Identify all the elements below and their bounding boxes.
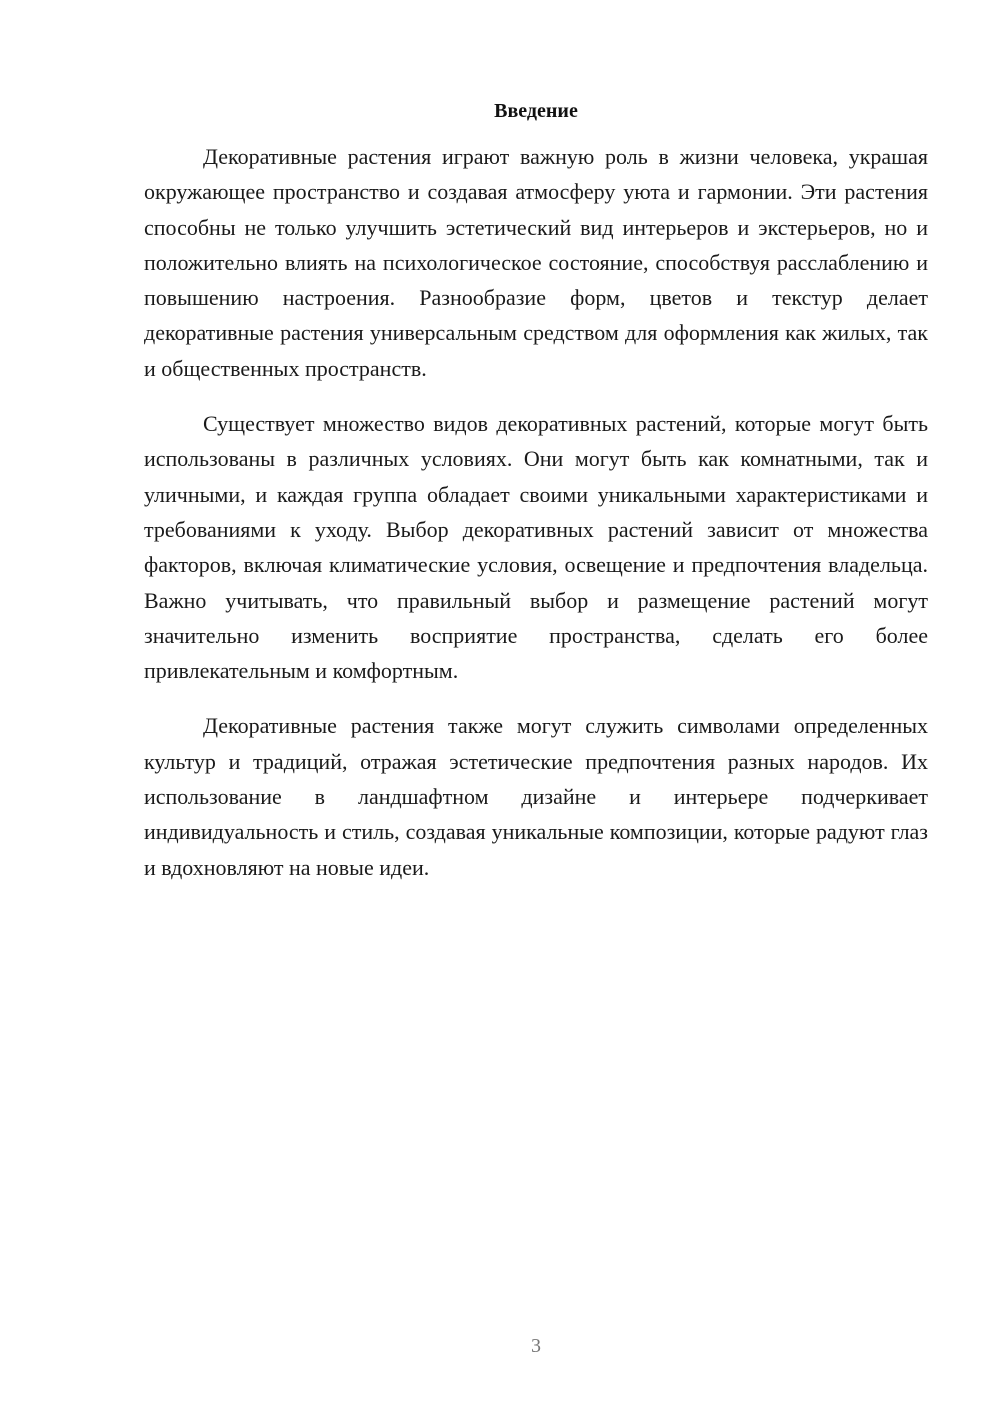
paragraph-3: Декоративные растения также могут служить символами определенных культур и традиций, отражая эстетические предпочтения разных народов. Их использование в ландшафтном дизайне и интерьере подчеркивает индивидуальность и стиль, создавая уникальные композиции, которые радуют глаз и вдохновляют на новые идеи.	[144, 713, 928, 880]
page-number: 3	[531, 1335, 541, 1357]
section-title: Введение	[494, 100, 578, 122]
page-content	[144, 97, 928, 905]
paragraph-2: Существует множество видов декоративных растений, которые могут быть использованы в различных условиях. Они могут быть как комнатными, так и уличными, и каждая группа обладает своими уникальными характеристиками и требованиями к уходу. Выбор декоративных растений зависит от множества факторов, включая климатические условия, освещение и предпочтения владельца. Важно учитывать, что правильный выбор и размещение растений могут значительно изменить восприятие пространства, сделать его более привлекательным и комфортным.	[144, 411, 928, 684]
paragraph-1: Декоративные растения играют важную роль в жизни человека, украшая окружающее пространство и создавая атмосферу уюта и гармонии. Эти растения способны не только улучшить эстетический вид интерьеров и экстерьеров, но и положительно влиять на психологическое состояние, способствуя расслаблению и повышению настроения. Разнообразие форм, цветов и текстур делает декоративные растения универсальным средством для оформления как жилых, так и общественных пространств.	[144, 144, 928, 381]
